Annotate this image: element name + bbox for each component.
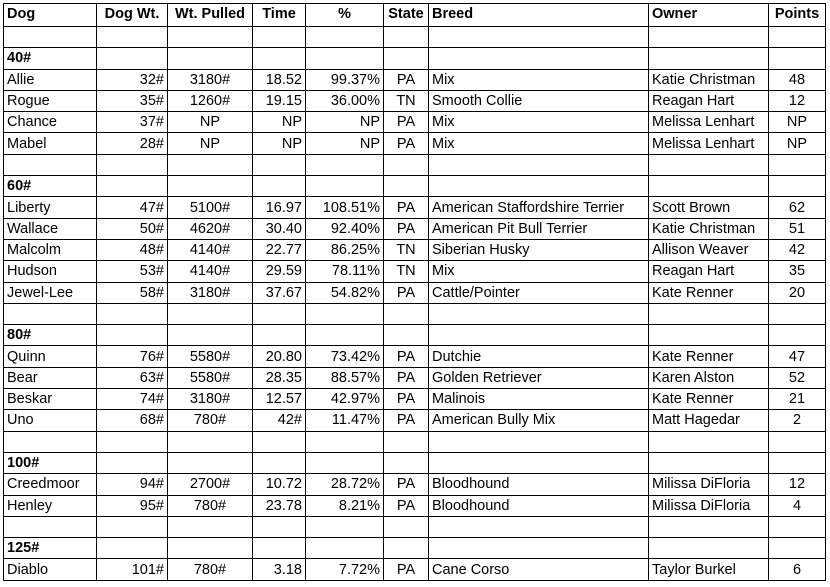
cell-owner: Katie Christman [649,218,769,239]
header-row [4,4,826,27]
empty-cell [429,303,649,324]
cell-dog-wt: 47# [97,197,168,218]
empty-cell [649,431,769,452]
cell-time: 20.80 [253,346,306,367]
cell-state: TN [384,261,429,282]
cell-wt-pulled: 3180# [168,389,253,410]
empty-cell [769,431,826,452]
table-body [4,27,826,581]
empty-cell [253,303,306,324]
empty-cell [384,176,429,197]
cell-state: PA [384,197,429,218]
empty-cell [97,452,168,473]
cell-pct: 36.00% [306,90,384,111]
cell-dog: Beskar [4,389,97,410]
spacer-row [4,303,826,324]
cell-dog-wt: 101# [97,559,168,580]
cell-time: 3.18 [253,559,306,580]
empty-cell [384,325,429,346]
weight-class-label: 60# [4,176,97,197]
empty-cell [429,452,649,473]
cell-breed: Bloodhound [429,474,649,495]
cell-pct: 28.72% [306,474,384,495]
cell-breed: Cattle/Pointer [429,282,649,303]
empty-cell [769,325,826,346]
table-row [4,112,826,133]
empty-cell [168,176,253,197]
empty-cell [4,303,97,324]
cell-pct: 86.25% [306,239,384,260]
cell-dog: Rogue [4,90,97,111]
cell-dog: Henley [4,495,97,516]
empty-cell [384,516,429,537]
empty-cell [649,176,769,197]
empty-cell [649,154,769,175]
empty-cell [168,303,253,324]
empty-cell [649,27,769,48]
cell-owner: Kate Renner [649,346,769,367]
cell-breed: Mix [429,69,649,90]
cell-breed: Smooth Collie [429,90,649,111]
empty-cell [769,48,826,69]
cell-points: NP [769,112,826,133]
cell-wt-pulled: 4620# [168,218,253,239]
cell-dog-wt: 94# [97,474,168,495]
cell-dog-wt: 50# [97,218,168,239]
cell-breed: Cane Corso [429,559,649,580]
cell-owner: Kate Renner [649,389,769,410]
cell-dog-wt: 53# [97,261,168,282]
cell-pct: 42.97% [306,389,384,410]
cell-points: 52 [769,367,826,388]
cell-dog-wt: 37# [97,112,168,133]
cell-points: 4 [769,495,826,516]
cell-pct: 8.21% [306,495,384,516]
empty-cell [769,516,826,537]
cell-owner: Milissa DiFloria [649,474,769,495]
empty-cell [97,431,168,452]
cell-time: 29.59 [253,261,306,282]
cell-dog-wt: 28# [97,133,168,154]
cell-state: PA [384,69,429,90]
table-row [4,197,826,218]
cell-pct: 99.37% [306,69,384,90]
empty-cell [253,516,306,537]
cell-time: 28.35 [253,367,306,388]
cell-dog: Diablo [4,559,97,580]
table-row [4,410,826,431]
column-header-points: Points [769,4,826,27]
empty-cell [97,303,168,324]
empty-cell [168,516,253,537]
weight-class-label: 125# [4,538,97,559]
cell-pct: 54.82% [306,282,384,303]
weight-class-row [4,325,826,346]
cell-breed: American Staffordshire Terrier [429,197,649,218]
empty-cell [429,538,649,559]
cell-owner: Allison Weaver [649,239,769,260]
empty-cell [306,325,384,346]
empty-cell [429,27,649,48]
empty-cell [168,325,253,346]
column-header-wt-pulled: Wt. Pulled [168,4,253,27]
empty-cell [306,452,384,473]
cell-pct: 108.51% [306,197,384,218]
cell-pct: 73.42% [306,346,384,367]
column-header-time: Time [253,4,306,27]
cell-dog: Hudson [4,261,97,282]
cell-time: 23.78 [253,495,306,516]
empty-cell [306,48,384,69]
cell-dog: Chance [4,112,97,133]
table-row [4,474,826,495]
cell-breed: Mix [429,112,649,133]
cell-dog-wt: 74# [97,389,168,410]
cell-dog: Liberty [4,197,97,218]
cell-breed: Dutchie [429,346,649,367]
table-row [4,559,826,580]
cell-breed: Malinois [429,389,649,410]
empty-cell [253,154,306,175]
cell-owner: Scott Brown [649,197,769,218]
cell-points: 12 [769,474,826,495]
table-row [4,90,826,111]
cell-points: 2 [769,410,826,431]
cell-points: 20 [769,282,826,303]
table-row [4,239,826,260]
cell-state: PA [384,133,429,154]
cell-dog: Allie [4,69,97,90]
empty-cell [384,27,429,48]
weight-class-label: 100# [4,452,97,473]
spacer-row [4,431,826,452]
empty-cell [429,325,649,346]
cell-breed: Golden Retriever [429,367,649,388]
cell-dog-wt: 48# [97,239,168,260]
cell-time: 37.67 [253,282,306,303]
empty-cell [306,303,384,324]
cell-wt-pulled: 3180# [168,282,253,303]
empty-cell [306,176,384,197]
empty-cell [253,48,306,69]
empty-cell [97,48,168,69]
empty-cell [168,27,253,48]
empty-cell [769,176,826,197]
cell-breed: American Bully Mix [429,410,649,431]
cell-breed: American Pit Bull Terrier [429,218,649,239]
empty-cell [649,516,769,537]
results-table [3,3,826,581]
cell-state: PA [384,282,429,303]
cell-state: PA [384,367,429,388]
cell-state: PA [384,218,429,239]
cell-wt-pulled: 780# [168,559,253,580]
empty-cell [168,48,253,69]
cell-dog: Mabel [4,133,97,154]
empty-cell [649,538,769,559]
cell-time: 19.15 [253,90,306,111]
table-row [4,282,826,303]
empty-cell [253,27,306,48]
cell-wt-pulled: 5100# [168,197,253,218]
empty-cell [649,452,769,473]
cell-breed: Mix [429,261,649,282]
cell-dog-wt: 95# [97,495,168,516]
spacer-row [4,27,826,48]
cell-time: 12.57 [253,389,306,410]
cell-dog-wt: 58# [97,282,168,303]
cell-points: 48 [769,69,826,90]
cell-owner: Reagan Hart [649,90,769,111]
empty-cell [384,538,429,559]
cell-points: 21 [769,389,826,410]
cell-state: TN [384,90,429,111]
table-row [4,367,826,388]
empty-cell [769,154,826,175]
empty-cell [97,27,168,48]
empty-cell [306,27,384,48]
cell-dog: Creedmoor [4,474,97,495]
cell-breed: Siberian Husky [429,239,649,260]
column-header-state: State [384,4,429,27]
cell-points: 62 [769,197,826,218]
weight-class-label: 80# [4,325,97,346]
empty-cell [429,154,649,175]
cell-dog-wt: 35# [97,90,168,111]
spacer-row [4,154,826,175]
table-row [4,389,826,410]
cell-state: PA [384,410,429,431]
cell-wt-pulled: 5580# [168,367,253,388]
column-header-dog: Dog [4,4,97,27]
column-header-percent: % [306,4,384,27]
empty-cell [253,176,306,197]
empty-cell [306,431,384,452]
cell-points: NP [769,133,826,154]
cell-time: 18.52 [253,69,306,90]
cell-owner: Taylor Burkel [649,559,769,580]
cell-wt-pulled: NP [168,133,253,154]
empty-cell [649,48,769,69]
empty-cell [769,538,826,559]
cell-points: 35 [769,261,826,282]
weight-class-row [4,48,826,69]
empty-cell [97,325,168,346]
column-header-owner: Owner [649,4,769,27]
cell-pct: 7.72% [306,559,384,580]
cell-state: PA [384,495,429,516]
cell-wt-pulled: 1260# [168,90,253,111]
cell-owner: Melissa Lenhart [649,133,769,154]
cell-pct: NP [306,133,384,154]
empty-cell [97,538,168,559]
weight-class-label: 40# [4,48,97,69]
empty-cell [168,452,253,473]
cell-pct: 11.47% [306,410,384,431]
table-row [4,218,826,239]
cell-wt-pulled: 4140# [168,261,253,282]
empty-cell [97,176,168,197]
empty-cell [253,325,306,346]
cell-wt-pulled: 780# [168,410,253,431]
cell-dog: Uno [4,410,97,431]
cell-state: PA [384,474,429,495]
table-row [4,133,826,154]
cell-state: PA [384,112,429,133]
cell-points: 51 [769,218,826,239]
cell-dog: Wallace [4,218,97,239]
cell-state: PA [384,346,429,367]
empty-cell [384,452,429,473]
empty-cell [168,154,253,175]
empty-cell [168,431,253,452]
empty-cell [4,27,97,48]
empty-cell [429,431,649,452]
empty-cell [429,516,649,537]
empty-cell [384,48,429,69]
empty-cell [306,516,384,537]
cell-owner: Kate Renner [649,282,769,303]
cell-owner: Karen Alston [649,367,769,388]
empty-cell [384,431,429,452]
cell-wt-pulled: 4140# [168,239,253,260]
empty-cell [429,48,649,69]
cell-time: 16.97 [253,197,306,218]
cell-owner: Milissa DiFloria [649,495,769,516]
empty-cell [769,452,826,473]
column-header-breed: Breed [429,4,649,27]
cell-wt-pulled: NP [168,112,253,133]
spacer-row [4,516,826,537]
cell-pct: 92.40% [306,218,384,239]
empty-cell [253,538,306,559]
cell-wt-pulled: 780# [168,495,253,516]
cell-dog: Bear [4,367,97,388]
cell-time: 42# [253,410,306,431]
cell-time: 22.77 [253,239,306,260]
cell-wt-pulled: 5580# [168,346,253,367]
empty-cell [168,538,253,559]
empty-cell [649,303,769,324]
empty-cell [97,154,168,175]
table-row [4,69,826,90]
cell-points: 47 [769,346,826,367]
empty-cell [4,516,97,537]
cell-dog: Malcolm [4,239,97,260]
weight-class-row [4,452,826,473]
cell-breed: Bloodhound [429,495,649,516]
empty-cell [4,154,97,175]
cell-dog: Jewel-Lee [4,282,97,303]
empty-cell [384,303,429,324]
cell-state: PA [384,389,429,410]
cell-points: 12 [769,90,826,111]
empty-cell [384,154,429,175]
cell-state: PA [384,559,429,580]
cell-owner: Reagan Hart [649,261,769,282]
weight-class-row [4,176,826,197]
cell-dog: Quinn [4,346,97,367]
empty-cell [253,431,306,452]
cell-pct: NP [306,112,384,133]
empty-cell [97,516,168,537]
cell-breed: Mix [429,133,649,154]
cell-points: 42 [769,239,826,260]
weight-class-row [4,538,826,559]
table-row [4,495,826,516]
cell-owner: Katie Christman [649,69,769,90]
column-header-dog-wt: Dog Wt. [97,4,168,27]
cell-state: TN [384,239,429,260]
empty-cell [769,303,826,324]
cell-wt-pulled: 2700# [168,474,253,495]
empty-cell [306,154,384,175]
cell-dog-wt: 68# [97,410,168,431]
cell-wt-pulled: 3180# [168,69,253,90]
cell-points: 6 [769,559,826,580]
cell-pct: 78.11% [306,261,384,282]
cell-dog-wt: 63# [97,367,168,388]
cell-owner: Melissa Lenhart [649,112,769,133]
cell-time: NP [253,133,306,154]
empty-cell [649,325,769,346]
table-row [4,346,826,367]
cell-dog-wt: 76# [97,346,168,367]
cell-time: 30.40 [253,218,306,239]
cell-time: 10.72 [253,474,306,495]
empty-cell [306,538,384,559]
empty-cell [253,452,306,473]
cell-owner: Matt Hagedar [649,410,769,431]
cell-time: NP [253,112,306,133]
empty-cell [429,176,649,197]
cell-dog-wt: 32# [97,69,168,90]
empty-cell [4,431,97,452]
cell-pct: 88.57% [306,367,384,388]
table-row [4,261,826,282]
empty-cell [769,27,826,48]
